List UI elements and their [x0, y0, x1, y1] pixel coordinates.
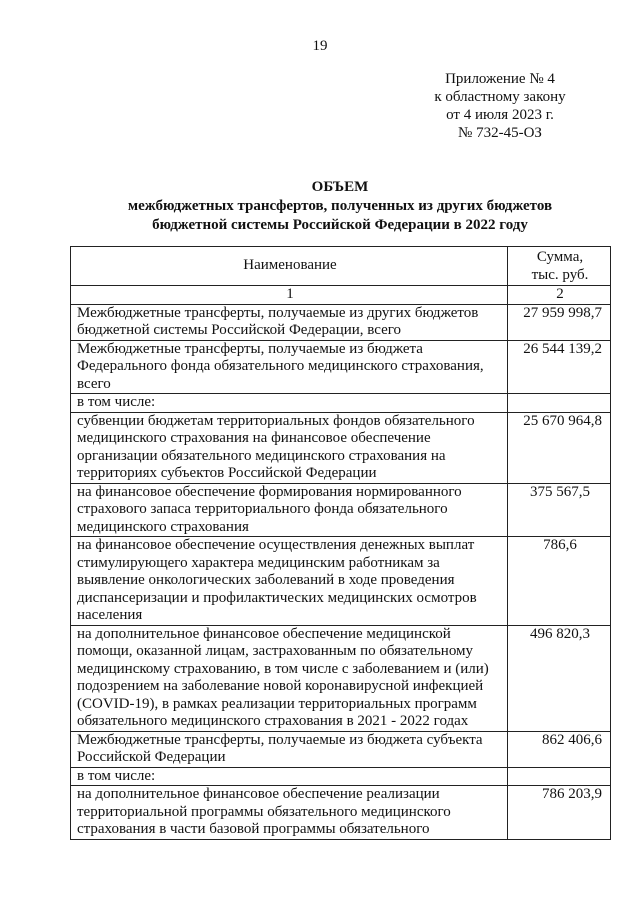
row-name: в том числе:: [71, 767, 508, 786]
row-name: на финансовое обеспечение осуществления денежных выплат стимулирующего характера медицинским работникам за выявление онкологических заболеваний в ходе проведения диспансеризации и профилактических медицинских осмотров населения: [71, 537, 508, 626]
transfers-table: [70, 246, 611, 840]
row-name: в том числе:: [71, 394, 508, 413]
row-sum: 26 544 139,2: [508, 340, 611, 394]
row-sum: 786,6: [508, 537, 611, 626]
row-name: Межбюджетные трансферты, получаемые из других бюджетов бюджетной системы Российской Федерации, всего: [71, 304, 508, 340]
title-line: межбюджетных трансфертов, полученных из других бюджетов: [127, 198, 553, 214]
table-row: [71, 786, 611, 840]
table-header-row: [71, 247, 611, 286]
header-sum: [508, 247, 611, 286]
row-sum: 25 670 964,8: [508, 412, 611, 483]
title-line: бюджетной системы Российской Федерации в 2022 году: [152, 217, 528, 233]
appendix-block: [390, 70, 610, 142]
row-name: на финансовое обеспечение формирования нормированного страхового запаса территориального фонда обязательного медицинского страхования: [71, 483, 508, 537]
row-name: Межбюджетные трансферты, получаемые из бюджета Федерального фонда обязательного медицинского страхования, всего: [71, 340, 508, 394]
row-sum: [508, 394, 611, 413]
appendix-line: к областному закону: [434, 89, 566, 105]
header-sum-unit: тыс. руб.: [531, 266, 589, 283]
column-number: 1: [71, 286, 508, 305]
row-sum: 786 203,9: [508, 786, 611, 840]
row-sum: [508, 767, 611, 786]
page-number: 19: [312, 38, 328, 54]
row-name: Межбюджетные трансферты, получаемые из бюджета субъекта Российской Федерации: [71, 731, 508, 767]
table-row: [71, 340, 611, 394]
row-sum: 862 406,6: [508, 731, 611, 767]
column-number-row: [71, 286, 611, 305]
appendix-line: от 4 июля 2023 г.: [446, 107, 554, 123]
table-row: [71, 767, 611, 786]
title-line: ОБЪЕМ: [311, 179, 369, 195]
row-name: на дополнительное финансовое обеспечение реализации территориальной программы обязательного медицинского страхования в части базовой программы обязательного: [71, 786, 508, 840]
table-row: [71, 483, 611, 537]
appendix-law-number: № 732-45-ОЗ: [458, 125, 542, 141]
table-row: [71, 304, 611, 340]
document-title: [70, 178, 610, 235]
table-row: [71, 412, 611, 483]
row-name: на дополнительное финансовое обеспечение медицинской помощи, оказанной лицам, застрахованным по обязательному медицинскому страхованию, в том числе с заболеванием и (или) подозрением на заболевание новой коронавирусной инфекцией (COVID-19), в рамках реализации территориальных программ обязательного медицинского страхования в 2021 - 2022 годах: [71, 625, 508, 731]
column-number: 2: [508, 286, 611, 305]
table-row: [71, 394, 611, 413]
row-name: субвенции бюджетам территориальных фондов обязательного медицинского страхования на финансовое обеспечение организации обязательного медицинского страхования на территориях субъектов Российской Федерации: [71, 412, 508, 483]
table-row: [71, 537, 611, 626]
header-sum-label: Сумма,: [536, 249, 584, 265]
table-row: [71, 731, 611, 767]
row-sum: 496 820,3: [508, 625, 611, 731]
appendix-line: Приложение № 4: [445, 71, 555, 87]
header-name: Наименование: [71, 247, 508, 286]
table-row: [71, 625, 611, 731]
row-sum: 27 959 998,7: [508, 304, 611, 340]
row-sum: 375 567,5: [508, 483, 611, 537]
